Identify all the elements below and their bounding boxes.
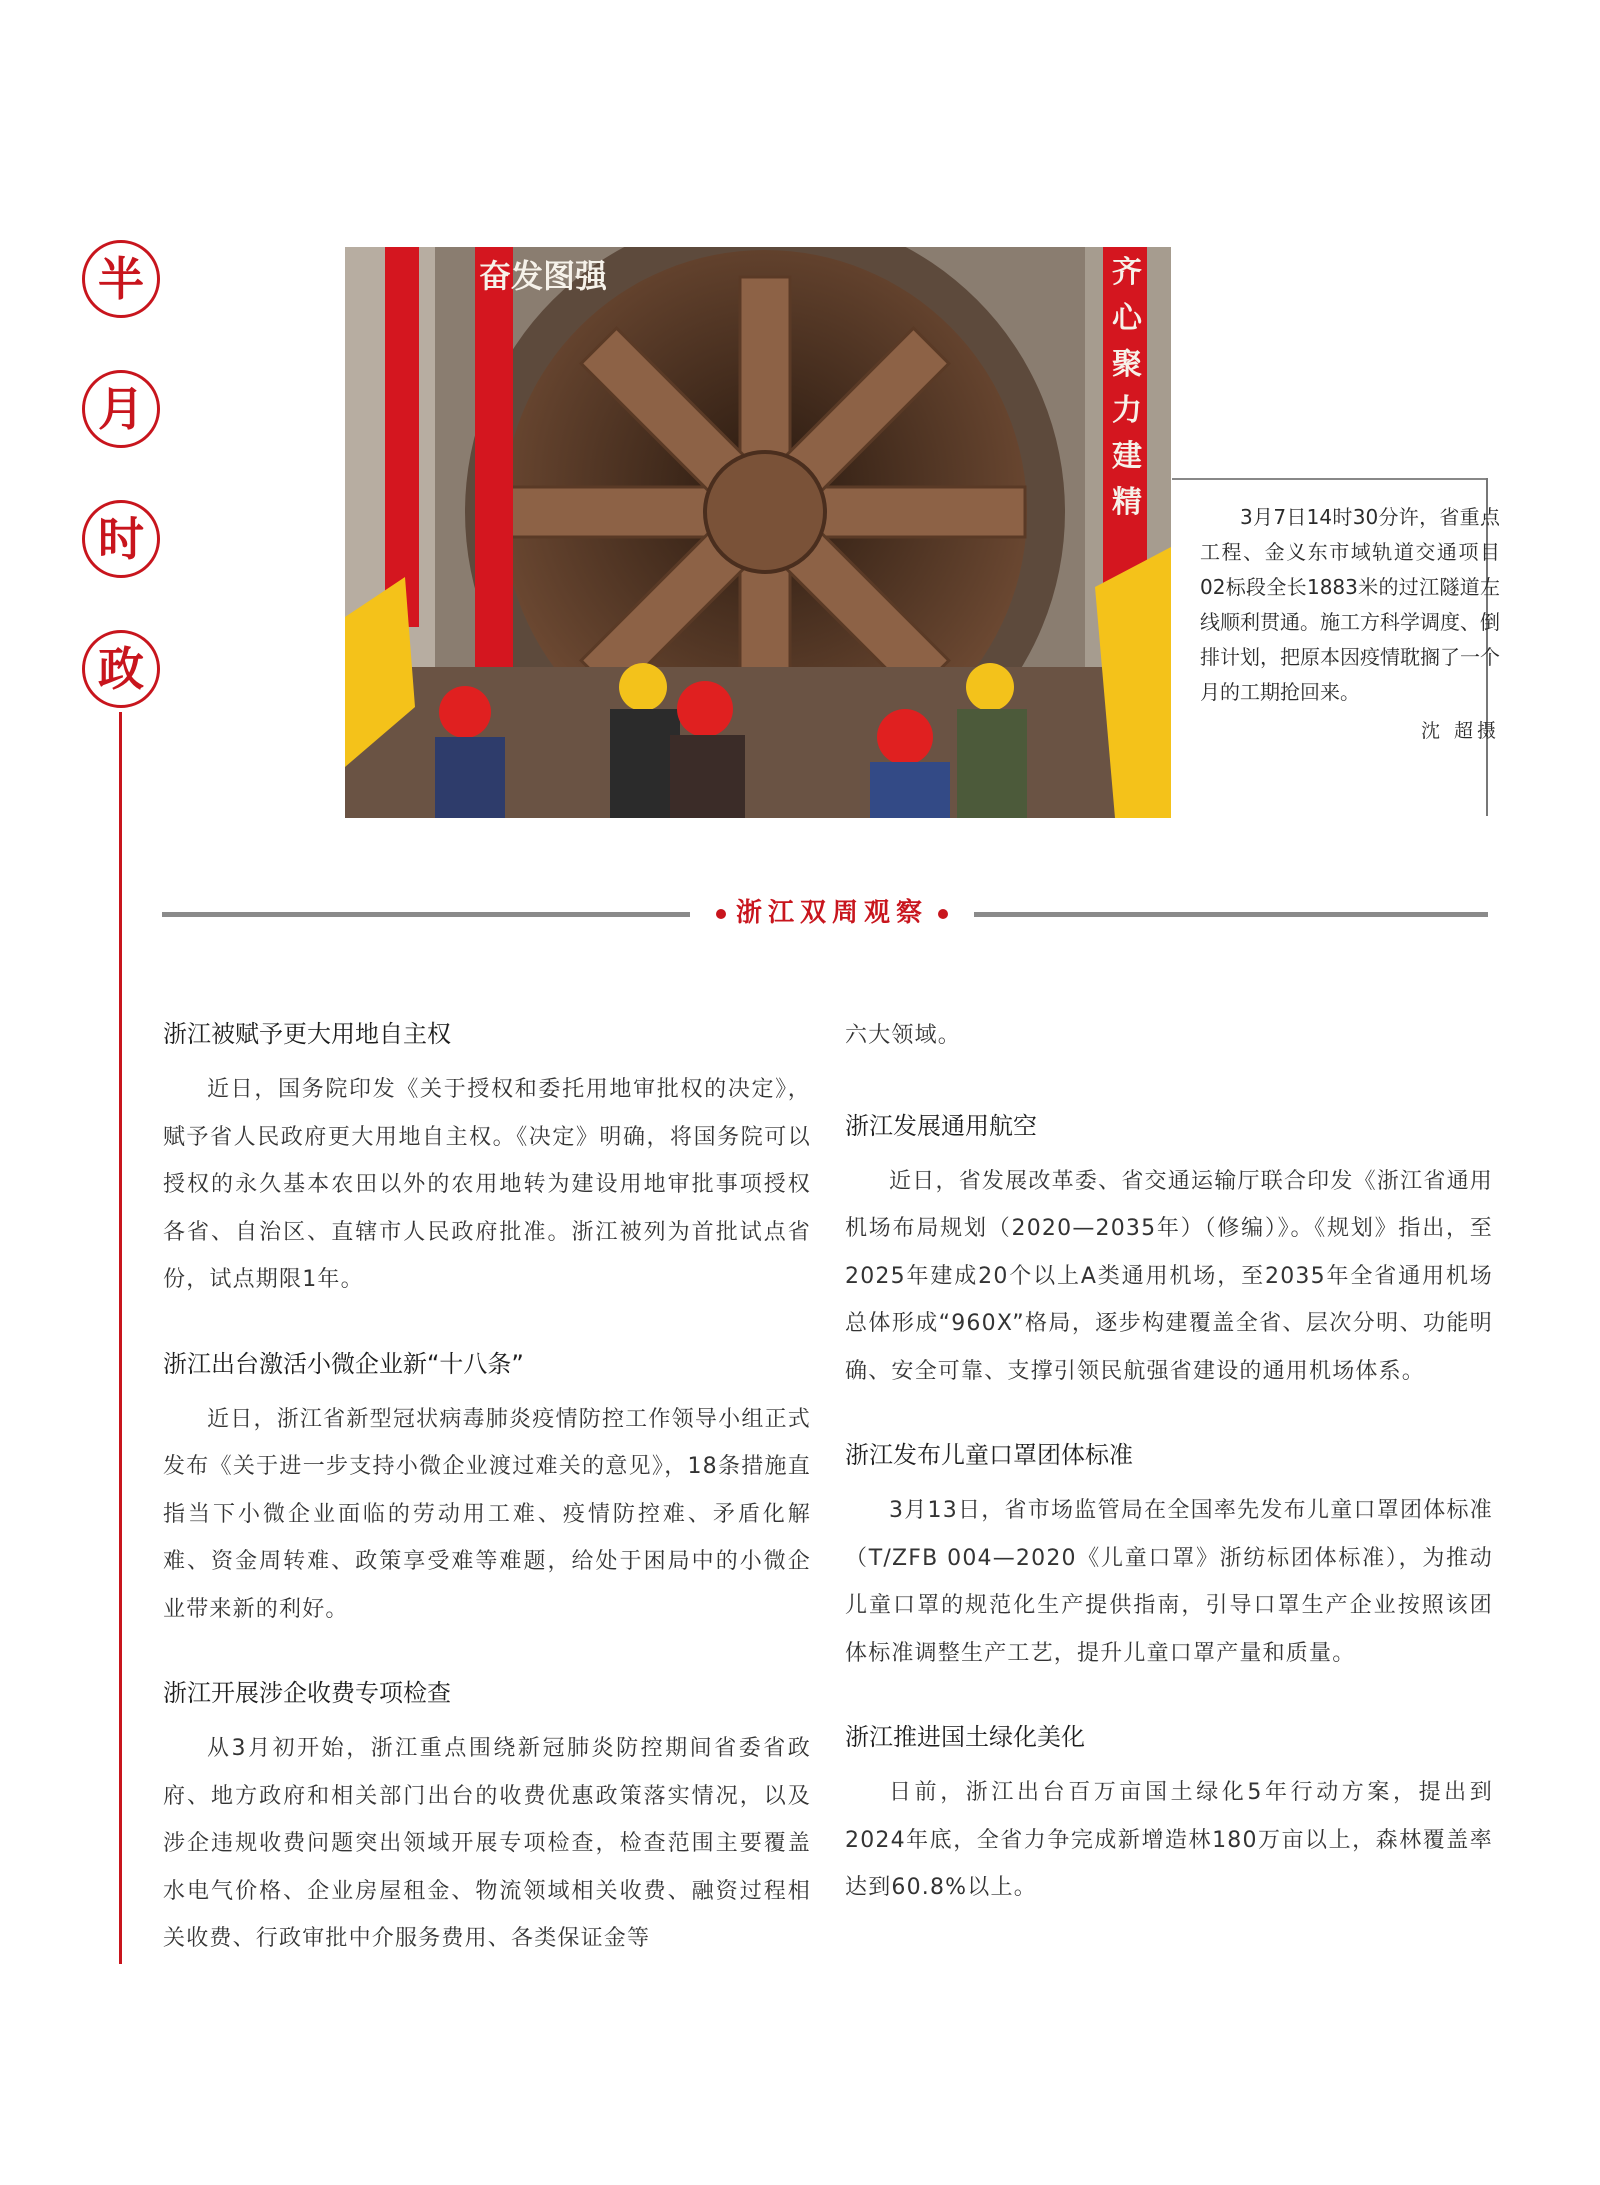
- article-body: 日前，浙江出台百万亩国土绿化5年行动方案，提出到2024年底，全省力争完成新增造林180万亩以上，森林覆盖率达到60.8%以上。: [845, 1780, 1493, 1900]
- article: [163, 1671, 811, 1963]
- photo-credit: 沈 超摄: [1420, 720, 1500, 742]
- article-title: 浙江被赋予更大用地自主权: [163, 1020, 451, 1048]
- caption-text: 3月7日14时30分许，省重点工程、金义东市域轨道交通项目02标段全长1883米的过江隧道左线顺利贯通。施工方科学调度、倒排计划，把原本因疫情耽搁了一个月的工期抢回来。: [1200, 505, 1500, 704]
- right-column: [845, 1012, 1493, 1950]
- article: [163, 1342, 811, 1634]
- article-body: 近日，国务院印发《关于授权和委托用地审批权的决定》，赋予省人民政府更大用地自主权。《决定》明确，将国务院可以授权的永久基本农田以外的农用地转为建设用地审批事项授权各省、自治区、直辖市人民政府批准。浙江被列为首批试点省份，试点期限1年。: [163, 1077, 811, 1292]
- column-badge-zheng: 政: [82, 630, 160, 708]
- photo-caption: [1200, 500, 1500, 746]
- section-title: 浙江双周观察: [690, 890, 974, 936]
- column-badge-ban: 半: [82, 240, 160, 318]
- article-body: 近日，浙江省新型冠状病毒肺炎疫情防控工作领导小组正式发布《关于进一步支持小微企业渡过难关的意见》，18条措施直指当下小微企业面临的劳动用工难、疫情防控难、矛盾化解难、资金周转难、政策享受难等难题，给处于困局中的小微企业带来新的利好。: [163, 1406, 811, 1622]
- left-column: [163, 1012, 811, 2001]
- article-title: 浙江发展通用航空: [845, 1111, 1037, 1140]
- article-body: 从3月初开始，浙江重点围绕新冠肺炎防控期间省委省政府、地方政府和相关部门出台的收费优惠政策落实情况，以及涉企违规收费问题突出领域开展专项检查，检查范围主要覆盖水电气价格、企业房屋租金、物流领域相关收费、融资过程相关收费、行政审批中介服务费用、各类保证金等: [163, 1736, 811, 1951]
- article: [163, 1012, 811, 1304]
- article-continuation: 六大领域。: [845, 1023, 962, 1048]
- banner-right-text: 齐心聚力建精: [1112, 255, 1142, 520]
- article: [845, 1715, 1493, 1912]
- banner-left-text: 奋发图强: [479, 257, 608, 295]
- column-badge-shi: 时: [82, 500, 160, 578]
- article-title: 浙江出台激活小微企业新“十八条”: [163, 1349, 524, 1378]
- tunnel-photo: [345, 247, 1171, 818]
- article-title: 浙江开展涉企收费专项检查: [163, 1679, 451, 1707]
- article: [845, 1433, 1493, 1677]
- article-title: 浙江发布儿童口罩团体标准: [845, 1441, 1133, 1469]
- article-body: 近日，省发展改革委、省交通运输厅联合印发《浙江省通用机场布局规划（2020—2035年）（修编）》。《规划》指出，至2025年建成20个以上A类通用机场，至2035年全省通用机场总体形成“960X”格局，逐步构建覆盖全省、层次分明、功能明确、安全可靠、支撑引领民航强省建设的通用机场体系。: [845, 1168, 1493, 1384]
- bullet-icon: [716, 909, 726, 919]
- bullet-icon: [938, 909, 948, 919]
- caption-top-rule: [1172, 478, 1488, 480]
- article-title: 浙江推进国土绿化美化: [845, 1723, 1085, 1751]
- sidebar-rule: [119, 712, 122, 1964]
- article-body: 3月13日，省市场监管局在全国率先发布儿童口罩团体标准（T/ZFB 004—2020《儿童口罩》浙纺标团体标准），为推动儿童口罩的规范化生产提供指南，引导口罩生产企业按照该团体标准调整生产工艺，提升儿童口罩产量和质量。: [845, 1498, 1493, 1666]
- column-badge-yue: 月: [82, 370, 160, 448]
- article: [845, 1104, 1493, 1396]
